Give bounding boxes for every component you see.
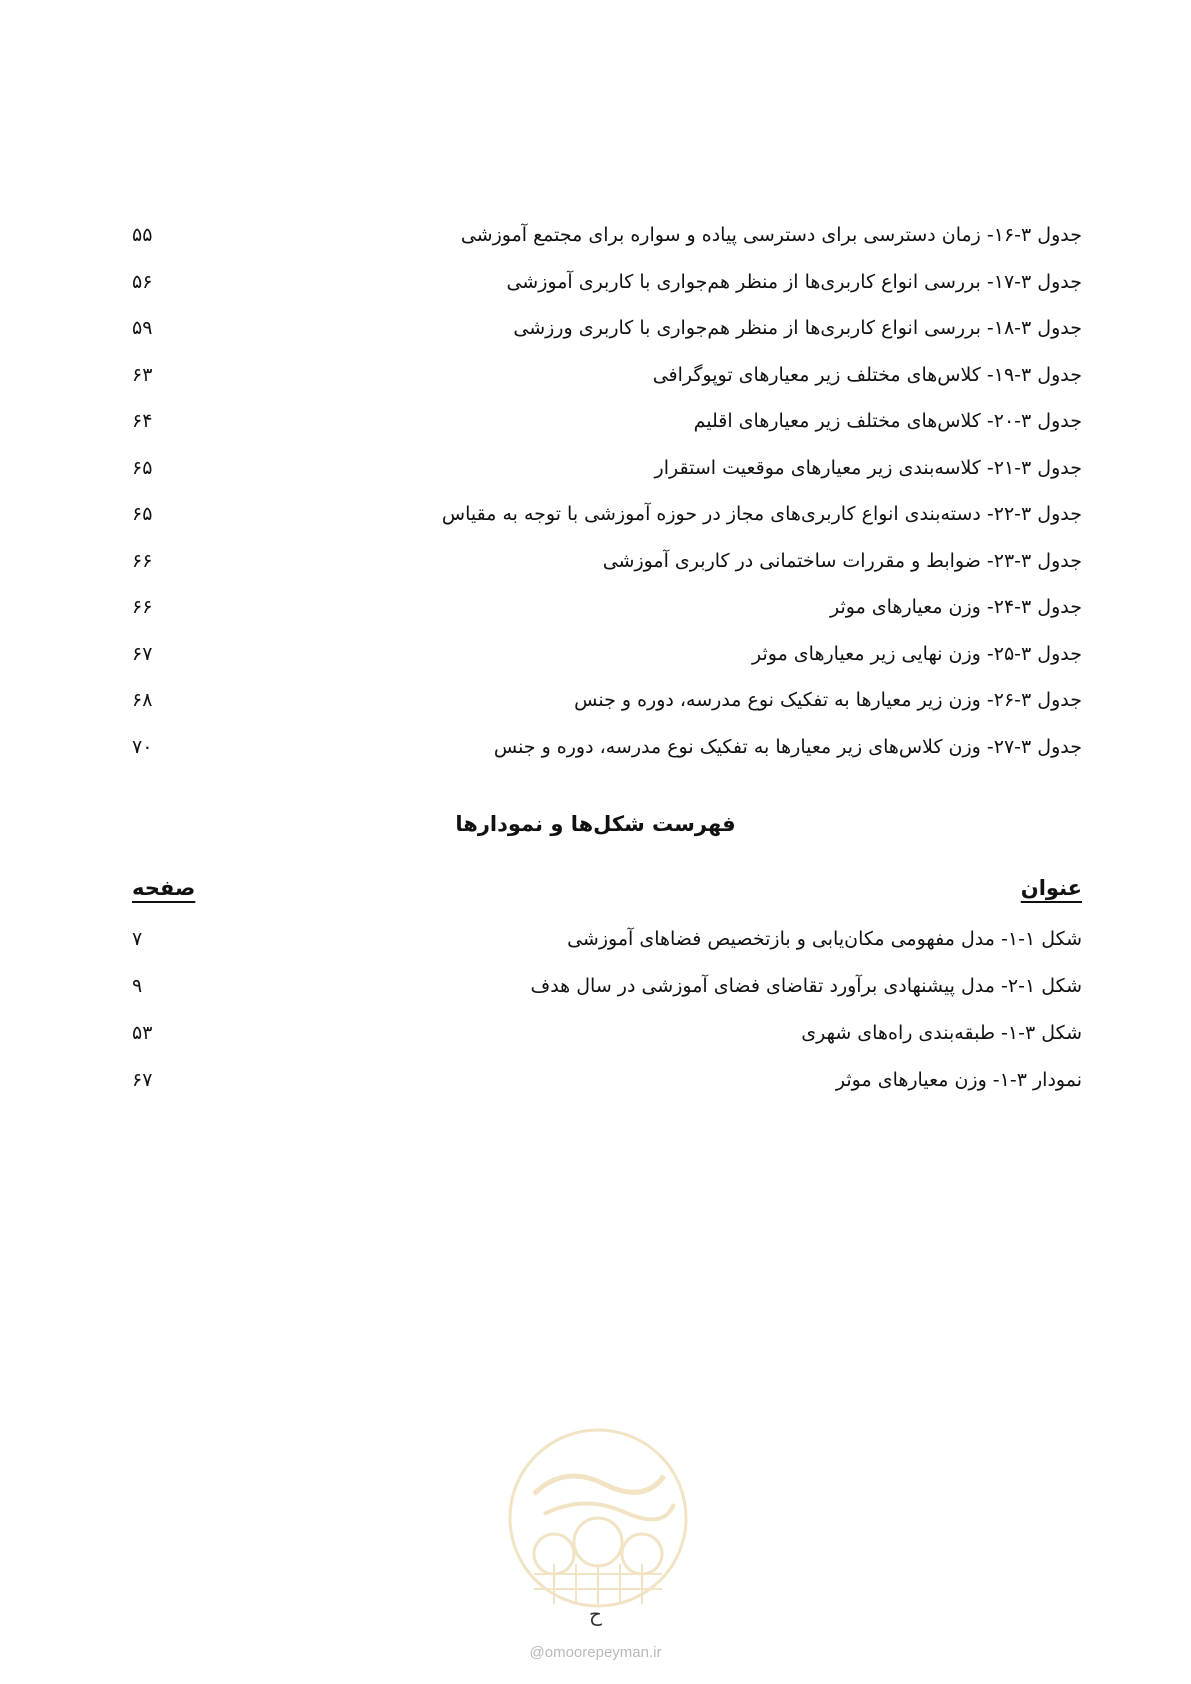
toc-row: [132, 631, 1082, 678]
toc-entry-page: ۷۰: [132, 735, 153, 758]
toc-entry-title: نمودار ۳-۱- وزن معیارهای موثر: [835, 1068, 1082, 1091]
toc-entry-page: ۶۴: [132, 410, 153, 433]
toc-entry-title: جدول ۳-۲۷- وزن کلاس‌های زیر معیارها به تفکیک نوع مدرسه، دوره و جنس: [493, 735, 1082, 758]
toc-row: [132, 491, 1082, 538]
toc-entry-title: جدول ۳-۲۳- ضوابط و مقررات ساختمانی در کاربری آموزشی: [602, 549, 1082, 572]
toc-row: [132, 445, 1082, 492]
toc-entry-page: ۵۳: [132, 1021, 153, 1044]
toc-row: [132, 915, 1082, 962]
toc-row: [132, 724, 1082, 771]
watermark-logo: [504, 1424, 692, 1612]
toc-row: [132, 677, 1082, 724]
toc-entry-page: ۶۳: [132, 363, 153, 386]
toc-entry-title: جدول ۳-۲۰- کلاس‌های مختلف زیر معیارهای اقلیم: [693, 410, 1082, 433]
toc-row: [132, 212, 1082, 259]
toc-entry-page: ۶۷: [132, 642, 153, 665]
toc-row: [132, 352, 1082, 399]
toc-row: [132, 538, 1082, 585]
watermark-url: @omoorepeyman.ir: [529, 1644, 662, 1661]
toc-entry-page: ۵۶: [132, 270, 153, 293]
toc-entry-page: ۶۷: [132, 1068, 153, 1091]
toc-entry-page: ۷: [132, 927, 143, 950]
toc-entry-title: جدول ۳-۲۵- وزن نهایی زیر معیارهای موثر: [752, 642, 1082, 665]
toc-entry-page: ۶۸: [132, 689, 153, 712]
toc-row: [132, 1056, 1082, 1103]
column-header-page: صفحه: [132, 876, 196, 900]
toc-entry-page: ۵۹: [132, 317, 153, 340]
toc-row: [132, 259, 1082, 306]
column-header-title: عنوان: [1020, 876, 1082, 900]
toc-entry-title: شکل ۱-۲- مدل پیشنهادی برآورد تقاضای فضای آموزشی در سال هدف: [530, 974, 1082, 997]
figures-list: [132, 915, 1082, 1103]
toc-entry-page: ۵۵: [132, 224, 153, 247]
toc-entry-title: جدول ۳-۲۲- دسته‌بندی انواع کاربری‌های مجاز در حوزه آموزشی با توجه به مقیاس: [441, 503, 1082, 526]
toc-row: [132, 398, 1082, 445]
toc-row: [132, 584, 1082, 631]
toc-entry-title: جدول ۳-۱۹- کلاس‌های مختلف زیر معیارهای توپوگرافی: [652, 363, 1082, 386]
toc-row: [132, 962, 1082, 1009]
toc-entry-page: ۶۵: [132, 456, 153, 479]
column-headers: [132, 876, 1082, 900]
toc-entry-title: شکل ۱-۱- مدل مفهومی مکان‌یابی و بازتخصیص فضاهای آموزشی: [567, 927, 1082, 950]
toc-row: [132, 305, 1082, 352]
toc-entry-page: ۶۶: [132, 549, 153, 572]
toc-entry-title: جدول ۳-۲۴- وزن معیارهای موثر: [829, 596, 1082, 619]
toc-row: [132, 1009, 1082, 1056]
toc-entry-title: جدول ۳-۱۷- بررسی انواع کاربری‌ها از منظر هم‌جواری با کاربری آموزشی: [506, 270, 1082, 293]
toc-entry-title: جدول ۳-۲۶- وزن زیر معیارها به تفکیک نوع مدرسه، دوره و جنس: [574, 689, 1082, 712]
toc-entry-title: جدول ۳-۱۸- بررسی انواع کاربری‌ها از منظر هم‌جواری با کاربری ورزشی: [513, 317, 1082, 340]
section-heading: فهرست شکل‌ها و نمودارها: [455, 812, 736, 836]
toc-entry-title: شکل ۳-۱- طبقه‌بندی راه‌های شهری: [801, 1021, 1082, 1044]
page-number: ح: [589, 1602, 602, 1626]
toc-entry-page: ۶۵: [132, 503, 153, 526]
toc-entry-title: جدول ۳-۱۶- زمان دسترسی برای دسترسی پیاده و سواره برای مجتمع آموزشی: [460, 224, 1082, 247]
toc-entry-title: جدول ۳-۲۱- کلاسه‌بندی زیر معیارهای موقعیت استقرار: [654, 456, 1082, 479]
tables-list: [132, 212, 1082, 770]
toc-entry-page: ۹: [132, 974, 143, 997]
toc-entry-page: ۶۶: [132, 596, 153, 619]
